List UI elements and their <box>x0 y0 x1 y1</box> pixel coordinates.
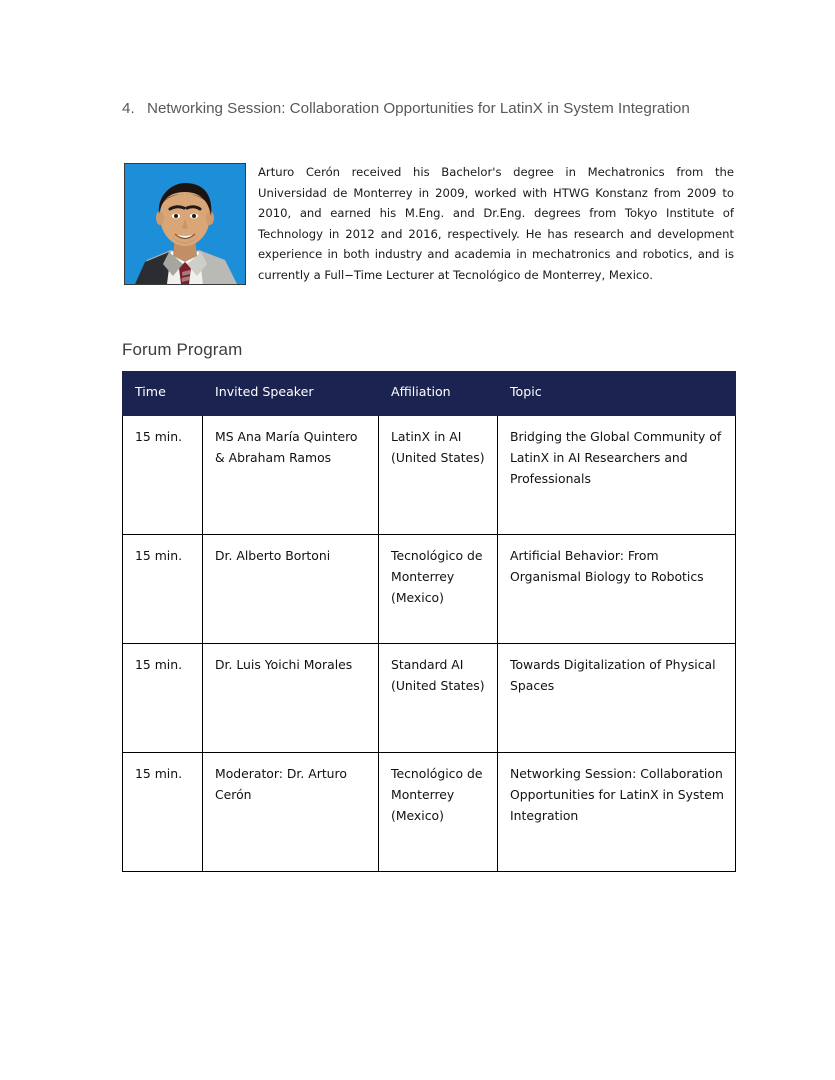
cell-topic: Networking Session: Collaboration Opportunities for LatinX in System Integration <box>498 753 736 872</box>
cell-affiliation: Tecnológico de Monterrey (Mexico) <box>379 535 498 644</box>
column-header-topic: Topic <box>498 372 736 416</box>
speaker-biography-text: Arturo Cerón received his Bachelor's degree in Mechatronics from the Universidad de Monterrey in 2009, worked with HTWG Konstanz from 2009 to 2010, and earned his M.Eng. and Dr.Eng. degrees from Tokyo Institute of Technology in 2012 and 2016, respectively. He has research and development experience in both industry and academia in mechatronics and robotics, and is currently a Full−Time Lecturer at Tecnológico de Monterrey, Mexico. <box>258 165 734 282</box>
table-header-row <box>123 372 736 416</box>
forum-program-table-container <box>122 371 735 872</box>
cell-time: 15 min. <box>123 753 203 872</box>
cell-speaker: Dr. Luis Yoichi Morales <box>203 644 379 753</box>
cell-topic: Towards Digitalization of Physical Spaces <box>498 644 736 753</box>
cell-speaker: Moderator: Dr. Arturo Cerón <box>203 753 379 872</box>
table-row <box>123 644 736 753</box>
section-heading <box>122 98 722 120</box>
section-title: Networking Session: Collaboration Opportunities for LatinX in System Integration <box>147 100 690 117</box>
column-header-affiliation: Affiliation <box>379 372 498 416</box>
cell-time: 15 min. <box>123 416 203 535</box>
column-header-time: Time <box>123 372 203 416</box>
portrait-image <box>125 164 245 284</box>
cell-time: 15 min. <box>123 535 203 644</box>
table-header <box>123 372 736 416</box>
cell-speaker: MS Ana María Quintero & Abraham Ramos <box>203 416 379 535</box>
table-row <box>123 753 736 872</box>
speaker-portrait <box>124 163 246 285</box>
table-body <box>123 416 736 872</box>
cell-affiliation: Standard AI (United States) <box>379 644 498 753</box>
forum-program-table <box>122 371 736 872</box>
cell-time: 15 min. <box>123 644 203 753</box>
cell-topic: Artificial Behavior: From Organismal Biology to Robotics <box>498 535 736 644</box>
cell-speaker: Dr. Alberto Bortoni <box>203 535 379 644</box>
section-number: 4. <box>122 100 135 117</box>
cell-topic: Bridging the Global Community of LatinX in AI Researchers and Professionals <box>498 416 736 535</box>
column-header-invited-speaker: Invited Speaker <box>203 372 379 416</box>
forum-program-heading: Forum Program <box>122 340 243 359</box>
table-row <box>123 535 736 644</box>
cell-affiliation: Tecnológico de Monterrey (Mexico) <box>379 753 498 872</box>
cell-affiliation: LatinX in AI (United States) <box>379 416 498 535</box>
table-row <box>123 416 736 535</box>
